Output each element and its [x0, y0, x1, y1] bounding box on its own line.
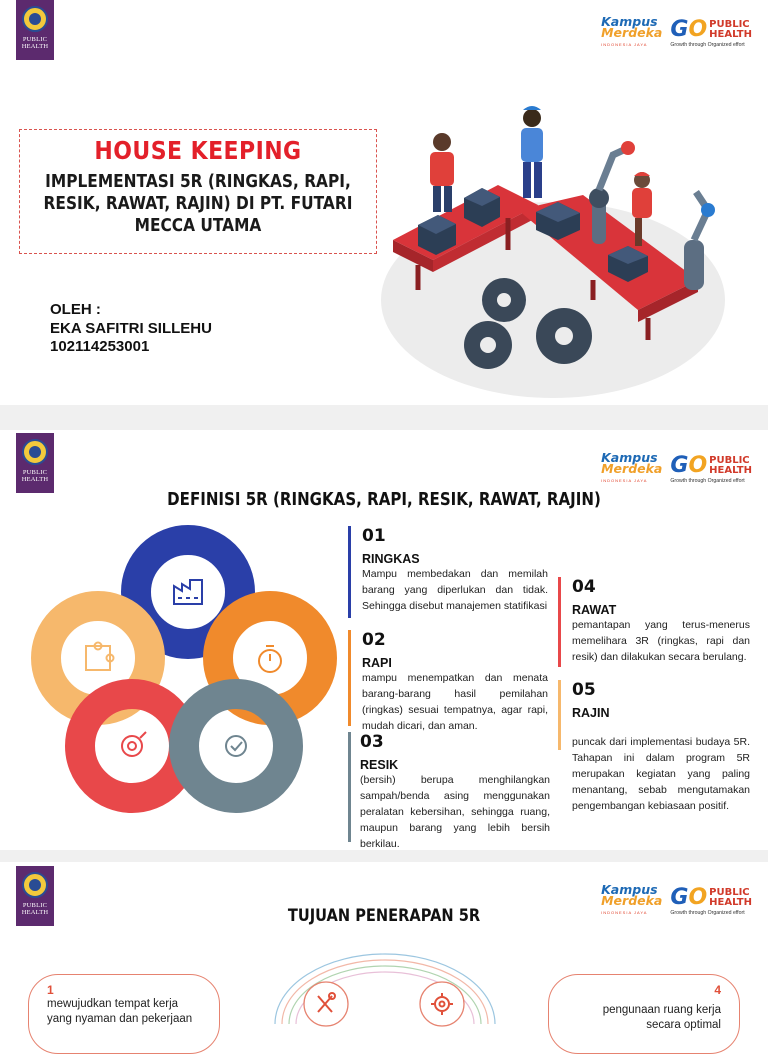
definition-number: 04: [572, 577, 596, 597]
partner-logos: [601, 452, 752, 486]
university-seal-icon: [22, 6, 48, 32]
goal-text-line2: secara optimal: [646, 1019, 721, 1031]
university-logo: [16, 433, 54, 493]
definition-accent-bar: [348, 732, 351, 842]
kampus-word2: Merdeka: [601, 461, 663, 476]
university-logo: [16, 866, 54, 926]
goal-card-1: [28, 974, 220, 1054]
go-ph2: HEALTH: [709, 28, 752, 40]
subtitle-line3: MECCA UTAMA: [134, 216, 262, 236]
go-public-health-logo: [670, 452, 752, 484]
goal-text-line1: pengunaan ruang kerja: [602, 1004, 721, 1016]
kampus-word2: Merdeka: [601, 25, 663, 40]
go-ph1: PUBLIC: [709, 886, 750, 898]
goal-text: [47, 997, 192, 1027]
go-tagline: Growth through Organized effort: [670, 41, 745, 48]
slide-gap: [0, 405, 768, 430]
goal-text-line1: mewujudkan tempat kerja: [47, 998, 179, 1010]
university-line2: HEALTH: [21, 43, 49, 50]
go-o: O: [688, 16, 708, 42]
definition-number: 03: [360, 732, 384, 752]
go-ph1: PUBLIC: [709, 18, 750, 30]
goal-number: 4: [714, 983, 721, 997]
definition-accent-bar: [558, 577, 561, 667]
definition-item-05: [558, 680, 750, 814]
go-tagline: Growth through Organized effort: [670, 909, 745, 916]
slide-subtitle: [41, 171, 354, 237]
definition-name: RINGKAS: [362, 552, 420, 566]
slide-title: [0, 0, 768, 405]
author-id: 102114253001: [50, 338, 150, 355]
definition-accent-bar: [348, 630, 351, 726]
university-line2: HEALTH: [21, 909, 49, 916]
definition-item-03: [348, 732, 550, 852]
go-g: G: [670, 452, 689, 478]
goal-text-line2: yang nyaman dan pekerjaan: [47, 1013, 193, 1025]
kampus-sub: INDONESIA JAYA: [601, 478, 648, 483]
goal-number: 1: [47, 983, 54, 997]
definition-number: 02: [362, 630, 386, 650]
go-ph2: HEALTH: [709, 896, 752, 908]
slide-goals: [0, 862, 768, 1031]
partner-logos: [601, 16, 752, 50]
5r-flower-diagram: [36, 520, 336, 810]
definition-item-02: [348, 630, 548, 734]
definition-number: 01: [362, 526, 386, 546]
definition-body: puncak dari implementasi budaya 5R. Tahapan ini dalam program 5R merupakan kegiatan yang paling menantang, sebab mengutamakan pengembangan kebiasaan positif.: [572, 736, 750, 812]
university-line1: PUBLIC: [22, 902, 48, 909]
go-g: G: [670, 16, 689, 42]
definition-body: Mampu membedakan dan memilah barang yang diperlukan dan tidak. Sehingga disebut manajemen statifikasi: [362, 568, 548, 612]
subtitle-line1: IMPLEMENTASI 5R (RINGKAS, RAPI,: [45, 172, 351, 192]
university-seal-icon: [22, 872, 48, 898]
definition-body: (bersih) berupa menghilangkan sampah/benda asing menggunakan peralatan kebersihan, sehingga ruang, maupun barang yang lebih bersih berkilau.: [360, 774, 550, 850]
subtitle-line2: RESIK, RAWAT, RAJIN) DI PT. FUTARI: [43, 194, 353, 214]
definition-name: RAWAT: [572, 603, 617, 617]
university-line1: PUBLIC: [22, 36, 48, 43]
go-o: O: [688, 452, 708, 478]
university-seal-icon: [22, 439, 48, 465]
university-logo: [16, 0, 54, 60]
goal-card-4: [548, 974, 740, 1054]
author-block: [50, 301, 212, 357]
definition-body: mampu menempatkan dan menata barang-barang hasil pemilahan (ringkas) sesuai tempatnya, agar rapi, mudah dicari, dan aman.: [362, 672, 548, 732]
goal-text: [603, 1003, 721, 1033]
go-ph2: HEALTH: [709, 464, 752, 476]
university-line1: PUBLIC: [22, 469, 48, 476]
kampus-word2: Merdeka: [601, 893, 663, 908]
go-tagline: Growth through Organized effort: [670, 477, 745, 484]
title-box: [19, 129, 377, 254]
go-o: O: [688, 884, 708, 910]
kampus-word1: Kampus: [601, 14, 658, 29]
definition-accent-bar: [348, 526, 351, 618]
kampus-merdeka-logo: [601, 16, 662, 50]
go-g: G: [670, 884, 689, 910]
definition-body: pemantapan yang terus-menerus memelihara 3R (ringkas, rapi dan resik) dan dilakukan secara berulang.: [572, 619, 750, 663]
kampus-merdeka-logo: [601, 452, 662, 486]
by-label: OLEH :: [50, 301, 101, 318]
slide-definitions: [0, 430, 768, 850]
factory-illustration: [378, 100, 738, 400]
goals-center-diagram: [270, 954, 500, 1024]
goals-title: TUJUAN PENERAPAN 5R: [287, 906, 481, 926]
go-public-health-logo: [670, 16, 752, 48]
kampus-word1: Kampus: [601, 882, 658, 897]
definition-item-04: [558, 577, 750, 665]
kampus-word1: Kampus: [601, 450, 658, 465]
author-name: EKA SAFITRI SILLEHU: [50, 319, 212, 337]
university-line2: HEALTH: [21, 476, 49, 483]
slide-main-title: HOUSE KEEPING: [94, 136, 302, 165]
kampus-sub: INDONESIA JAYA: [601, 42, 648, 47]
definition-number: 05: [572, 680, 596, 700]
definition-name: RAPI: [362, 656, 392, 670]
definition-name: RAJIN: [572, 706, 610, 720]
definitions-title: DEFINISI 5R (RINGKAS, RAPI, RESIK, RAWAT, RAJIN): [167, 490, 601, 510]
definition-name: RESIK: [360, 758, 399, 772]
kampus-sub: INDONESIA JAYA: [601, 910, 648, 915]
definition-accent-bar: [558, 680, 561, 750]
definition-item-01: [348, 526, 548, 614]
go-ph1: PUBLIC: [709, 454, 750, 466]
